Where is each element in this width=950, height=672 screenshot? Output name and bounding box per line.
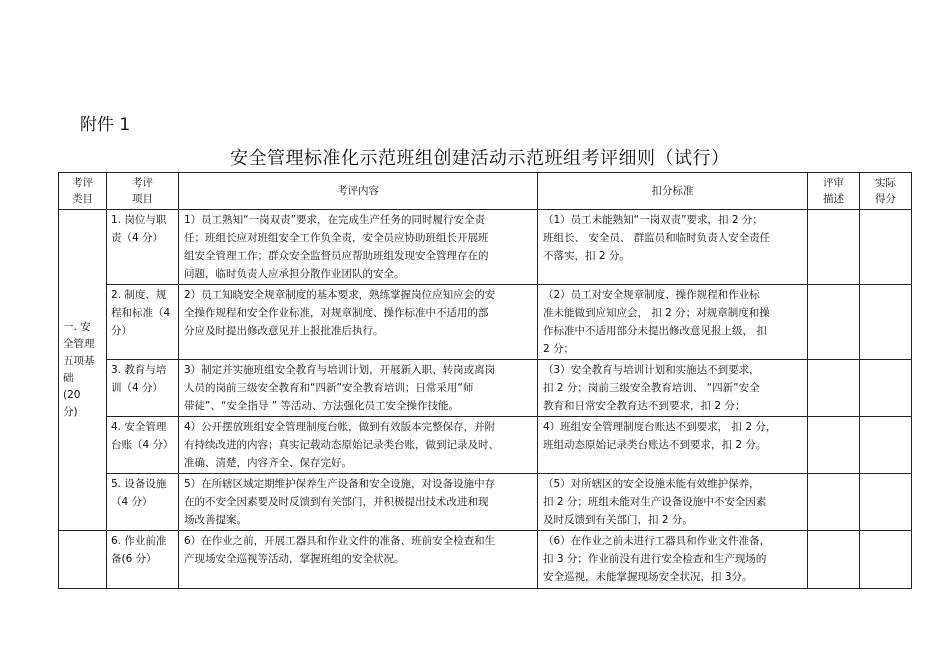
header-content: 考评内容 [179,173,538,210]
deduction-cell: （3）安全教育与培训计划和实施达不到要求， 扣 2 分；岗前三级安全教育培训、 “四新”安全 教育和日常安全教育达不到要求，扣 2 分； [538,360,808,417]
category-cell: 一. 安 全管理 五项基 础 (20 分) [59,210,107,531]
deduction-cell: 4）班组安全管理制度台账达不到要求， 扣 2 分， 班组动态原始记录类台账达不到要求，扣 2 分。 [538,417,808,474]
annex-label: 附件 1 [80,115,131,135]
header-score: 实际 得分 [860,173,912,210]
table-row [59,210,912,285]
deduction-cell: （6）在作业之前未进行工器具和作业文件准备， 扣 3 分；作业前没有进行安全检查和生产现场的 安全巡视，未能掌握现场安全状况，扣 3分。 [538,531,808,589]
content-cell: 1）员工熟知“一岗双责”要求，在完成生产任务的同时履行安全责 任；班组长应对班组安全工作负全责，安全员应协助班组长开展班 组安全管理工作；群众安全监督员应帮助班组发现安全管理存在的 问题，临时负责人应承担分散作业团队的安全。 [179,210,538,285]
review-cell[interactable] [808,417,860,474]
header-category: 考评 类目 [59,173,107,210]
score-cell[interactable] [860,360,912,417]
header-review: 评审 描述 [808,173,860,210]
content-cell: 3）制定并实施班组安全教育与培训计划，开展新入职、转岗或离岗 人员的岗前三级安全教育和“四新”安全教育培训；日常采用“师 带徒”、“安全指导 ” 等活动、方法强化员工安全操作技能。 [179,360,538,417]
content-cell: 4）公开摆放班组安全管理制度台帐，做到有效版本完整保存，并附 有持续改进的内容；真实记载动态原始记录类台账，做到记录及时、 准确、清楚，内容齐全、保存完好。 [179,417,538,474]
table-row [59,531,912,589]
score-cell[interactable] [860,474,912,531]
deduction-cell: （1）员工未能熟知“一岗双责”要求，扣 2 分； 班组长、 安全员、 群监员和临时负责人安全责任 不落实，扣 2 分。 [538,210,808,285]
header-deduction: 扣分标准 [538,173,808,210]
content-cell: 5）在所辖区域定期维护保养生产设备和安全设施，对设备设施中存 在的不安全因素要及时反馈到有关部门，并积极提出技术改进和现 场改善提案。 [179,474,538,531]
review-cell[interactable] [808,474,860,531]
document-title: 安全管理标准化示范班组创建活动示范班组考评细则（试行） [230,148,730,169]
table-row [59,285,912,360]
item-cell: 5. 设备设施 （4 分） [107,474,179,531]
table-row [59,417,912,474]
evaluation-table [58,172,912,589]
category-cell-empty [59,531,107,589]
score-cell[interactable] [860,417,912,474]
table-row [59,360,912,417]
score-cell[interactable] [860,285,912,360]
content-cell: 6）在作业之前，开展工器具和作业文件的准备、班前安全检查和生 产现场安全巡视等活动，掌握班组的安全状况。 [179,531,538,589]
header-item: 考评 项目 [107,173,179,210]
item-cell: 3. 教育与培 训（4 分） [107,360,179,417]
item-cell: 1. 岗位与职 责（4 分） [107,210,179,285]
item-cell: 4. 安全管理 台账（4 分） [107,417,179,474]
deduction-cell: （5）对所辖区的安全设施未能有效维护保养， 扣 2 分；班组未能对生产设备设施中不安全因素 及时反馈到有关部门，扣 2 分。 [538,474,808,531]
deduction-cell: （2）员工对安全规章制度、操作规程和作业标 准未能做到应知应会， 扣 2 分；对规章制度和操 作标准中不适用部分未提出修改意见报上级， 扣 2 分； [538,285,808,360]
review-cell[interactable] [808,285,860,360]
content-cell: 2）员工知晓安全规章制度的基本要求，熟练掌握岗位应知应会的安 全操作规程和安全作业标准，对规章制度、操作标准中不适用的部 分应及时提出修改意见并上报批准后执行。 [179,285,538,360]
review-cell[interactable] [808,210,860,285]
score-cell[interactable] [860,210,912,285]
item-cell: 2. 制度、规 程和标准（4 分） [107,285,179,360]
review-cell[interactable] [808,531,860,589]
review-cell[interactable] [808,360,860,417]
header-row [59,173,912,210]
table-row [59,474,912,531]
item-cell: 6. 作业前准 备(6 分） [107,531,179,589]
score-cell[interactable] [860,531,912,589]
